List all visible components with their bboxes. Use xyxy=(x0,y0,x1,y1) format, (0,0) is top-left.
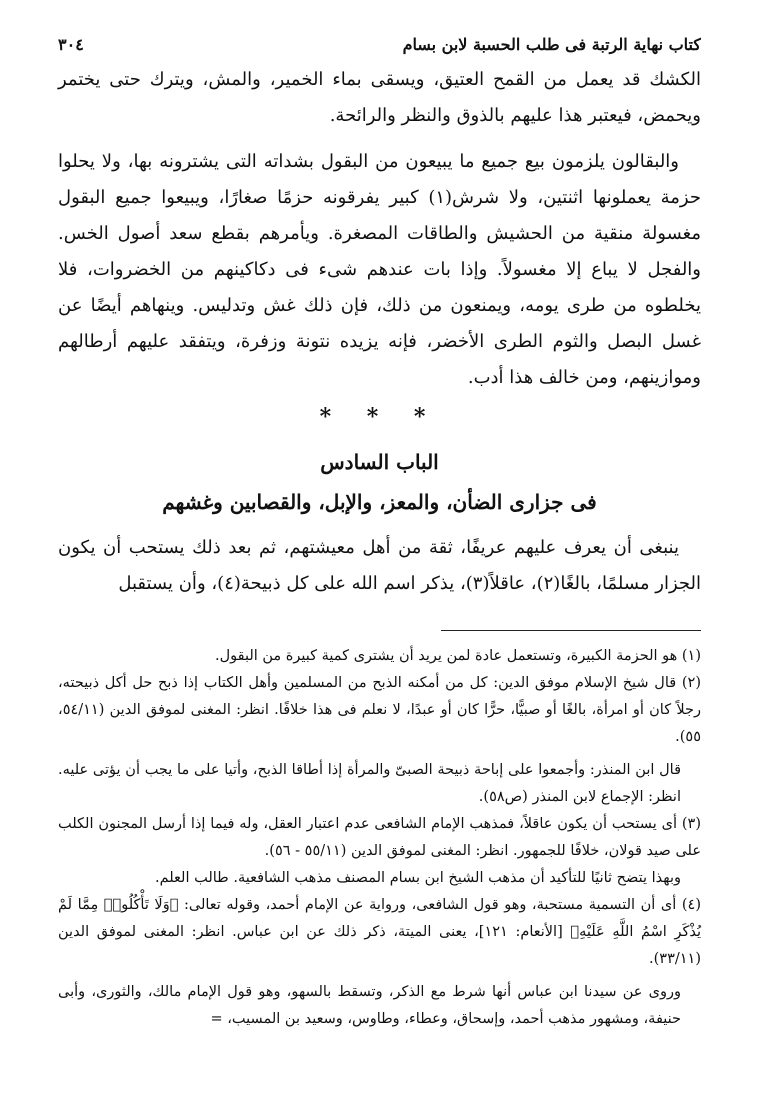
chapter-title: الباب السادس xyxy=(320,450,439,474)
footnote-3-continuation: وبهذا يتضح ثانيًا للتأكيد أن مذهب الشيخ ابن بسام المصنف مذهب الشافعية. طالب العلم. xyxy=(155,870,681,886)
footnote-separator xyxy=(441,630,701,631)
footnotes xyxy=(58,643,701,1033)
body-paragraph-2: والبقالون يلزمون بيع جميع ما يبيعون من البقول بشداته التى يشترونه بها، ولا يحلوا حزمة يعملونها اثنتين، ولا شرش(١) كبير يفرقونه حزمًا صغارًا، ويبيعوا جميع البقول مغسولة منقية من الحشيش والطاقات المصغرة. ويأمرهم بقطع سعد أصول الخس. والفجل لا يباع إلا مغسولاً. وإذا بات عندهم شىء فى دكاكينهم من الخضروات، فلا يخلطوه من طرى يومه، ويمنعون من ذلك، فإن ذلك غش وتدليس. وينهاهم أيضًا عن غسل البصل والثوم الطرى الأخضر، فإنه يزيده نتونة وزفرة، ويتفقد عليهم أرطالهم وموازينهم، ومن خالف هذا أدب. xyxy=(58,151,701,388)
paragraph-gap xyxy=(58,134,701,144)
footnote-4: (٤) أى أن التسمية مستحبة، وهو قول الشافعى، ورواية عن الإمام أحمد، وقوله تعالى: ﴿وَلَا تَأْكُلُوا۟ مِمَّا لَمْ يُذْكَرِ اسْمُ اللَّهِ عَلَيْهِ﴾ [الأنعام: ١٢١]، يعنى الميتة، ذكر ذلك عن ابن عباس. انظر: المغنى لموفق الدين (٣٣/١١). xyxy=(58,897,701,967)
body-paragraph-1: الكشك قد يعمل من القمح العتيق، ويسقى بماء الخمير، والمش، ويترك حتى يختمر ويحمض، فيعتبر هذا عليهم بالذوق والنظر والرائحة. xyxy=(58,69,701,126)
page-number: ٣٠٤ xyxy=(58,35,84,54)
section-separator-stars: * * * xyxy=(319,404,440,430)
footnote-3: (٣) أى يستحب أن يكون عاقلاً، فمذهب الإمام الشافعى عدم اعتبار العقل، وله فيما إذا أرسل المجنون الكلب على صيد قولان، خلافًا للجمهور. انظر: المغنى لموفق الدين (٥٥/١١ - ٥٦). xyxy=(58,816,702,859)
book-title: كتاب نهاية الرتبة فى طلب الحسبة لابن بسام xyxy=(402,35,701,54)
footnote-1: (١) هو الحزمة الكبيرة، وتستعمل عادة لمن يريد أن يشترى كمية كبيرة من البقول. xyxy=(214,648,701,664)
footnote-4-continuation: وروى عن سيدنا ابن عباس أنها شرط مع الذكر، وتسقط بالسهو، وهو قول الإمام مالك، والثورى، وأبى حنيفة، ومشهور مذهب أحمد، وإسحاق، وعطاء، وطاوس، وسعيد بن المسيب، = xyxy=(58,984,681,1027)
running-header xyxy=(58,34,701,56)
footnote-2: (٢) قال شيخ الإسلام موفق الدين: كل من أمكنه الذبح من المسلمين وأهل الكتاب إذا ذبح حل أكل ذبيحته، رجلاً كان أو امرأة، بالغًا أو صبيًّا، حرًّا كان أو عبدًا، لا نعلم فى هذا خلافًا. انظر: المغنى لموفق الدين (٥٤/١١، ٥٥). xyxy=(58,675,701,745)
chapter-subtitle: فى جزارى الضأن، والمعز، والإبل، والقصابين وغشهم xyxy=(162,490,597,514)
body-paragraph-3: ينبغى أن يعرف عليهم عريفًا، ثقة من أهل معيشتهم، ثم بعد ذلك يستحب أن يكون الجزار مسلمًا، بالغًا(٢)، عاقلاً(٣)، يذكر اسم الله على كل ذبيحة(٤)، وأن يستقبل xyxy=(58,537,701,594)
footnote-2-continuation: قال ابن المنذر: وأجمعوا على إباحة ذبيحة الصبىّ والمرأة إذا أطاقا الذبح، وأتيا على ما يجب أن يؤتى عليه. انظر: الإجماع لابن المنذر (ص٥٨). xyxy=(58,762,681,805)
